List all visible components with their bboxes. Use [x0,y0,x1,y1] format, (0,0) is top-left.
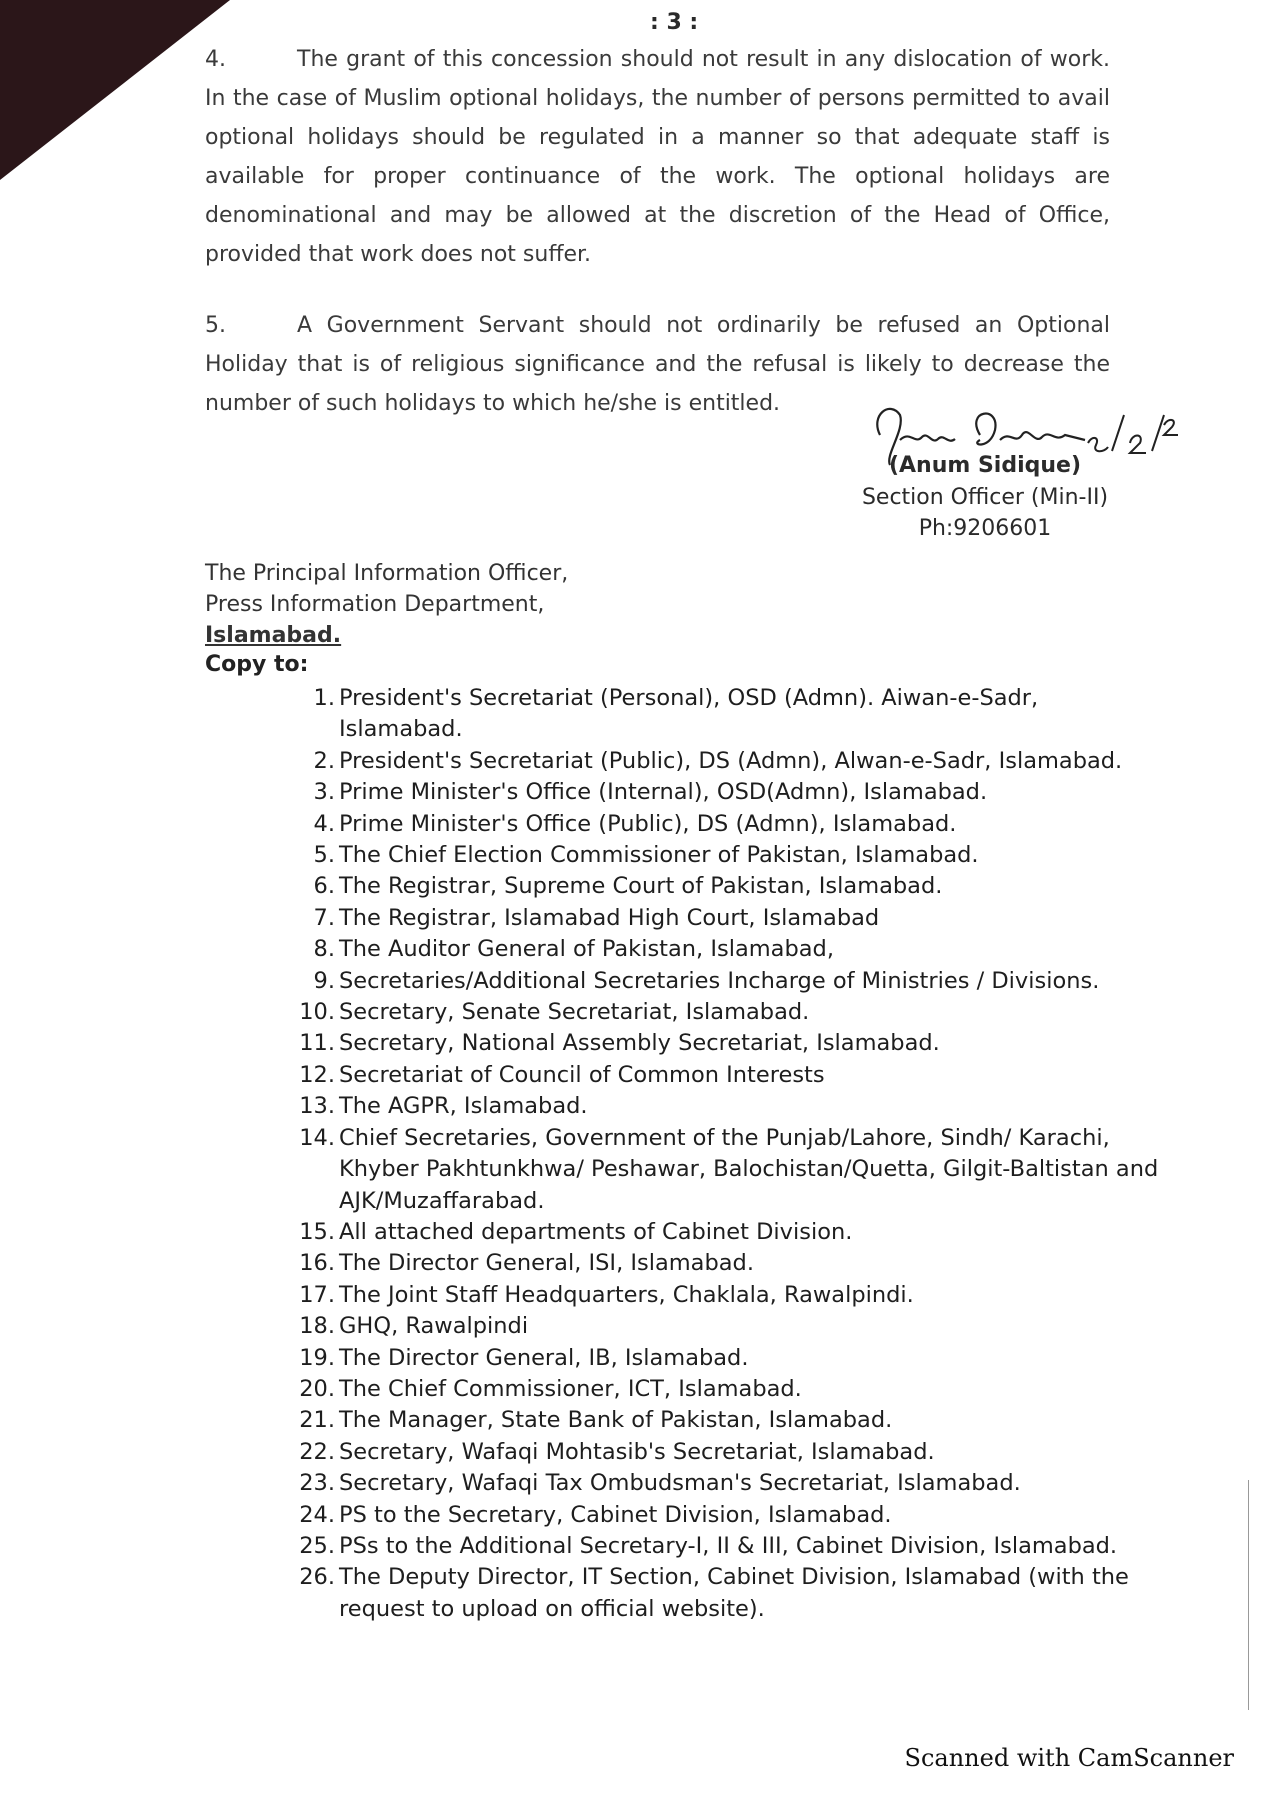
list-item-number: 22. [299,1438,335,1465]
list-item-number: 10. [299,999,335,1026]
list-item-number: 2. [313,747,335,774]
list-item [285,871,1165,902]
list-item-text: Chief Secretaries, Government of the Punjab/Lahore, Sindh/ Karachi, Khyber Pakhtunkhwa/ Peshawar, Balochistan/Quetta, Gilgit-Baltistan and AJK/Muzaffarabad. [339,1124,1159,1214]
list-item-text: The AGPR, Islamabad. [339,1093,588,1120]
paragraph-text: The grant of this concession should not result in any dislocation of work. In the case of Muslim optional holidays, the number of persons permitted to avail optional holidays should be regulated in a manner so that adequate staff is available for proper continuance of the work. The optional holidays are denominational and may be allowed at the discretion of the Head of Office, provided that work does not suffer. [205,47,1110,267]
list-item [285,966,1165,997]
list-item-text: The Manager, State Bank of Pakistan, Islamabad. [339,1407,893,1434]
list-item-number: 14. [299,1124,335,1151]
list-item [285,1091,1165,1122]
list-item-number: 4. [313,810,335,837]
list-item-text: The Chief Commissioner, ICT, Islamabad. [339,1375,802,1402]
list-item-number: 6. [313,873,335,900]
addressee-block [205,558,568,651]
scan-edge-line [1248,1480,1249,1710]
list-item [285,903,1165,934]
list-item-number: 15. [299,1218,335,1245]
list-item-text: Secretariat of Council of Common Interests [339,1061,825,1088]
list-item-text: The Registrar, Supreme Court of Pakistan, Islamabad. [339,873,943,900]
addressee-line: Press Information Department, [205,592,545,617]
list-item-text: The Director General, ISI, Islamabad. [339,1250,754,1277]
list-item-text: PS to the Secretary, Cabinet Division, Islamabad. [339,1501,892,1528]
list-item-text: Secretary, Wafaqi Tax Ombudsman's Secretariat, Islamabad. [339,1470,1021,1497]
list-item-number: 23. [299,1470,335,1497]
list-item [285,840,1165,871]
paragraph-number: 4. [205,47,226,72]
list-item-text: President's Secretariat (Personal), OSD (Admn). Aiwan-e-Sadr, Islamabad. [339,685,1039,743]
paragraph-4 [205,40,1110,274]
list-item [285,1217,1165,1248]
list-item-text: The Chief Election Commissioner of Pakistan, Islamabad. [339,842,979,869]
list-item-number: 17. [299,1281,335,1308]
copy-list [285,683,1165,1625]
list-item [285,1500,1165,1531]
list-item [285,1468,1165,1499]
list-item-number: 7. [313,904,335,931]
list-item-number: 3. [313,779,335,806]
page-number: : 3 : [650,10,699,35]
list-item-text: Prime Minister's Office (Public), DS (Admn), Islamabad. [339,810,957,837]
list-item-text: The Deputy Director, IT Section, Cabinet Division, Islamabad (with the request to upload on official website). [339,1564,1129,1622]
list-item-number: 9. [313,967,335,994]
list-item-text: Secretaries/Additional Secretaries Incharge of Ministries / Divisions. [339,967,1100,994]
list-item-text: The Joint Staff Headquarters, Chaklala, Rawalpindi. [339,1281,914,1308]
paragraph-number: 5. [205,313,226,338]
list-item-text: Prime Minister's Office (Internal), OSD(Admn), Islamabad. [339,779,988,806]
list-item [285,1343,1165,1374]
list-item-number: 21. [299,1407,335,1434]
signatory-title: Section Officer (Min-II) [861,485,1109,510]
list-item-text: The Director General, IB, Islamabad. [339,1344,749,1371]
list-item-number: 13. [299,1093,335,1120]
list-item-number: 8. [313,936,335,963]
list-item [285,746,1165,777]
list-item-number: 18. [299,1313,335,1340]
scanner-watermark: Scanned with CamScanner [904,1744,1234,1772]
list-item-number: 19. [299,1344,335,1371]
list-item [285,997,1165,1028]
list-item [285,1531,1165,1562]
list-item-text: The Auditor General of Pakistan, Islamabad, [339,936,834,963]
list-item-number: 24. [299,1501,335,1528]
list-item-text: The Registrar, Islamabad High Court, Islamabad [339,904,880,931]
list-item [285,1437,1165,1468]
list-item [285,809,1165,840]
signatory-phone: Ph:9206601 [918,516,1052,541]
list-item-text: GHQ, Rawalpindi [339,1313,529,1340]
list-item [285,1374,1165,1405]
paragraph-text: A Government Servant should not ordinarily be refused an Optional Holiday that is of religious significance and the refusal is likely to decrease the number of such holidays to which he/she is entitled. [205,313,1110,416]
scan-shadow-corner [0,0,230,180]
list-item-number: 16. [299,1250,335,1277]
list-item-number: 20. [299,1375,335,1402]
list-item-text: Secretary, Senate Secretariat, Islamabad. [339,999,810,1026]
copy-to-label: Copy to: [205,652,309,677]
list-item-text: Secretary, Wafaqi Mohtasib's Secretariat, Islamabad. [339,1438,935,1465]
list-item [285,1562,1165,1625]
addressee-line: The Principal Information Officer, [205,561,569,586]
list-item-number: 26. [299,1564,335,1591]
list-item [285,1028,1165,1059]
list-item [285,1060,1165,1091]
list-item [285,683,1165,746]
list-item [285,934,1165,965]
list-item-number: 25. [299,1532,335,1559]
list-item-text: PSs to the Additional Secretary-I, II & III, Cabinet Division, Islamabad. [339,1532,1118,1559]
list-item-text: All attached departments of Cabinet Division. [339,1218,853,1245]
list-item-number: 5. [313,842,335,869]
signatory-name: (Anum Sidique) [888,453,1082,478]
list-item [285,1311,1165,1342]
list-item-number: 1. [313,685,335,711]
list-item [285,1405,1165,1436]
list-item-number: 12. [299,1061,335,1088]
list-item-text: President's Secretariat (Public), DS (Admn), Alwan-e-Sadr, Islamabad. [339,747,1123,774]
list-item [285,1123,1165,1217]
addressee-city: Islamabad. [205,623,342,648]
list-item [285,1248,1165,1279]
list-item [285,777,1165,808]
list-item-text: Secretary, National Assembly Secretariat, Islamabad. [339,1030,940,1057]
list-item-number: 11. [299,1030,335,1057]
list-item [285,1280,1165,1311]
